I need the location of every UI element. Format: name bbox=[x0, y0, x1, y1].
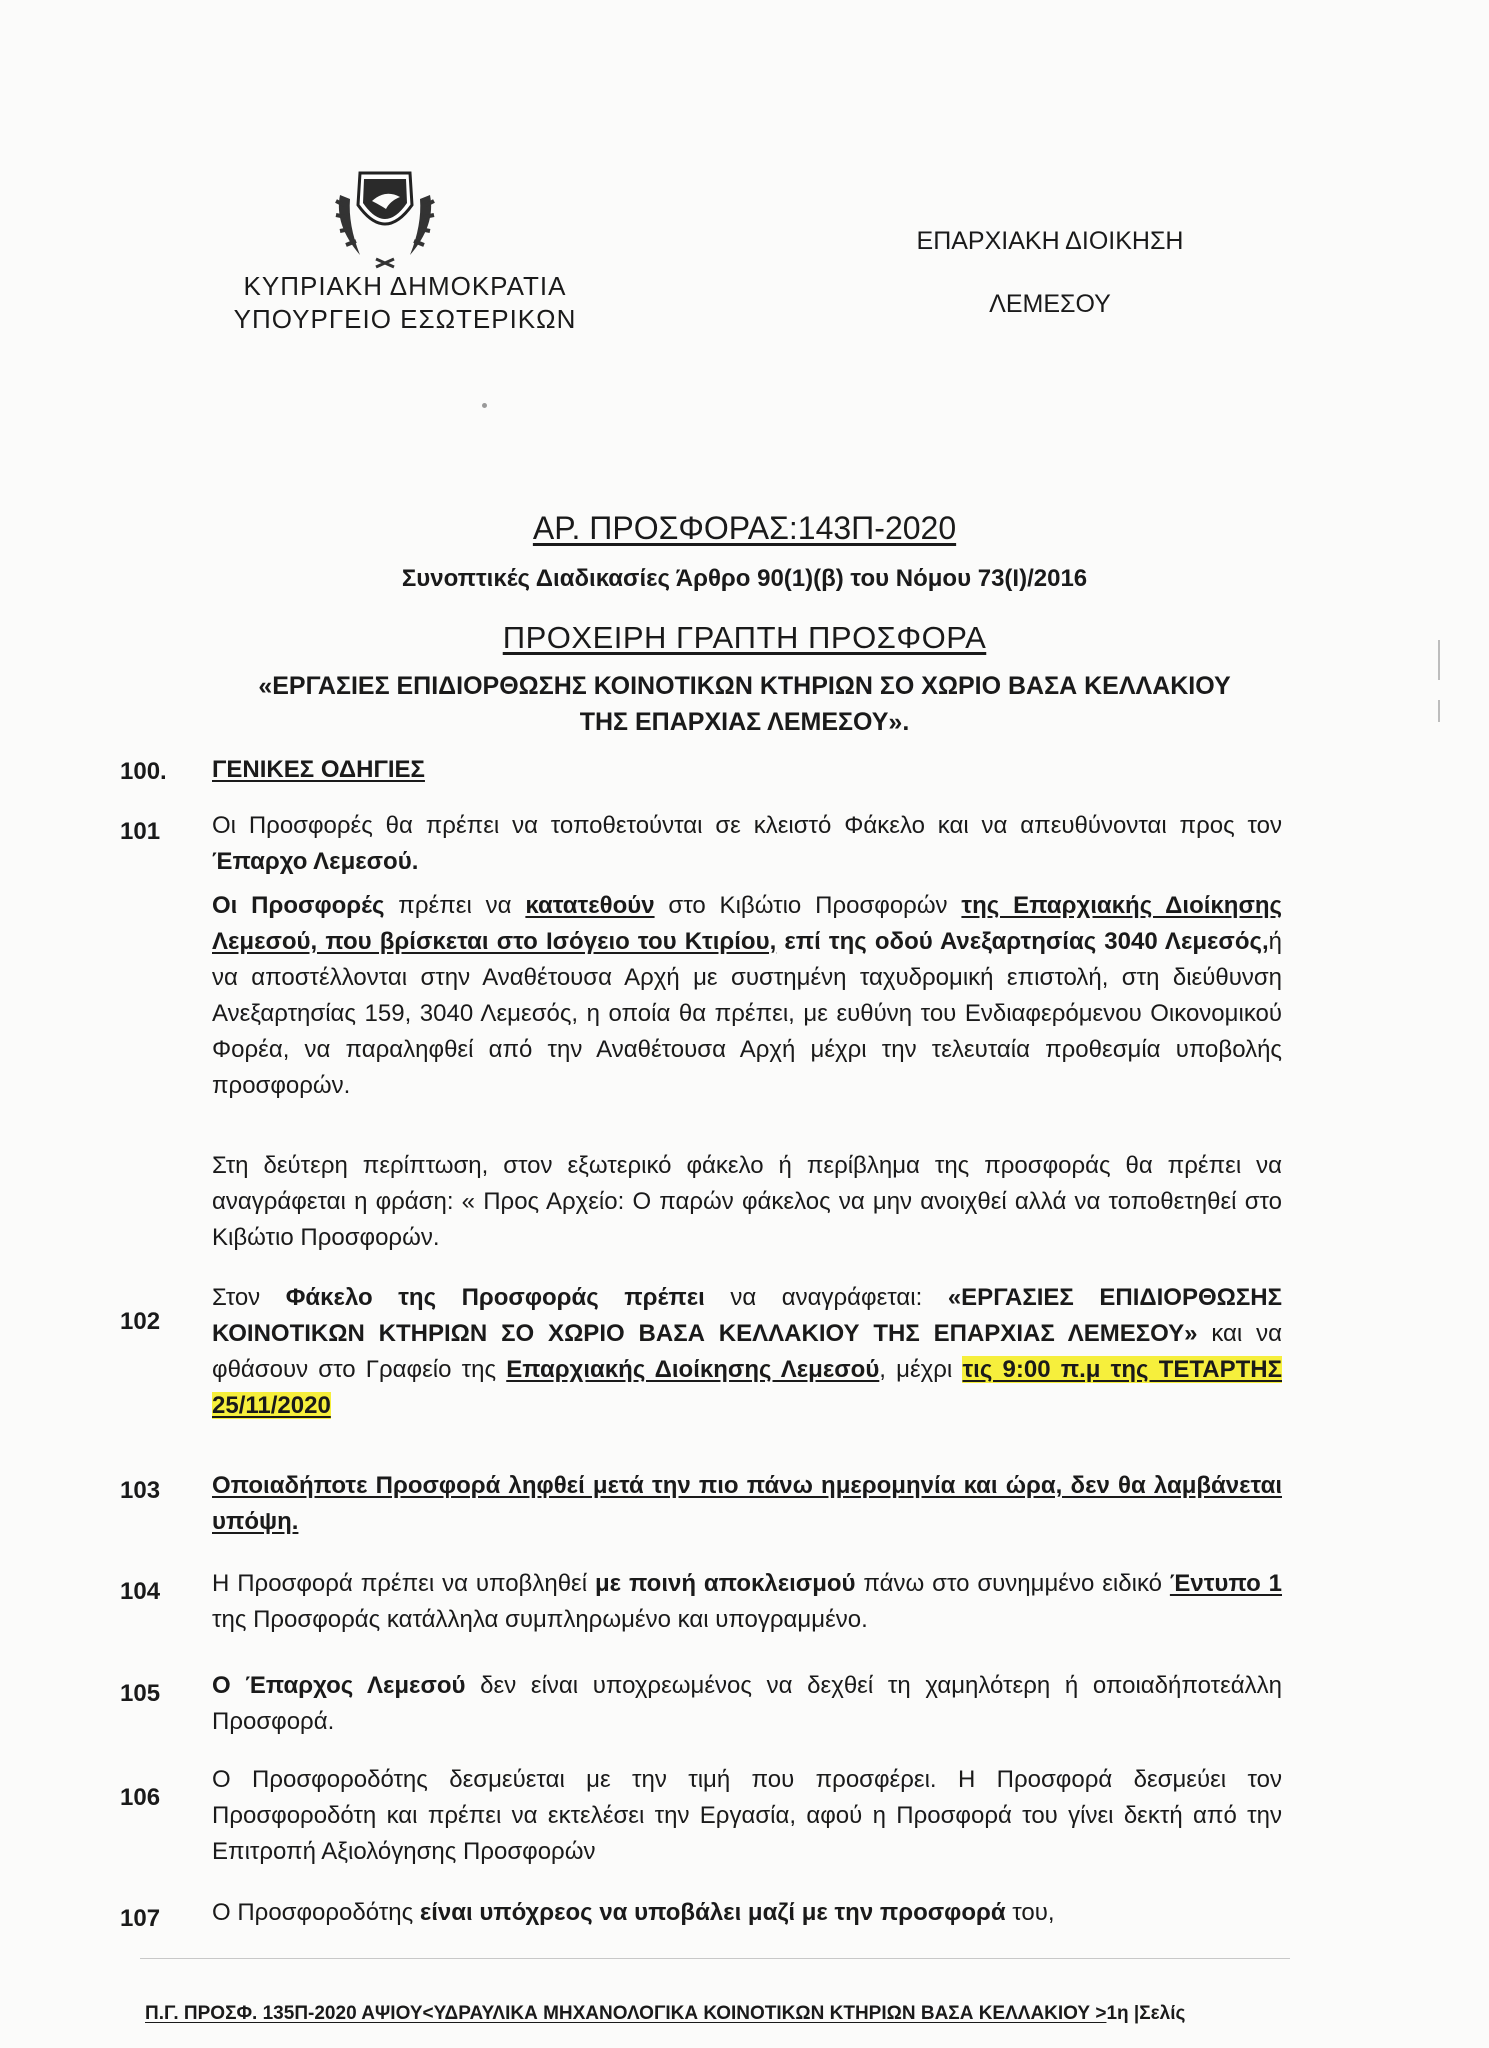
clause-text: πάνω στο συνημμένο ειδικό bbox=[855, 1570, 1170, 1597]
clause-text: Στον bbox=[212, 1284, 286, 1311]
clause-102 bbox=[212, 1280, 1282, 1424]
clause-text: Οι Προσφορές θα πρέπει να τοποθετούνται σε κλειστό Φάκελο και να απευθύνονται προς τον bbox=[212, 812, 1282, 839]
clause-text: του, bbox=[1005, 1899, 1055, 1926]
project-title bbox=[0, 668, 1489, 740]
issuer-ministry: ΥΠΟΥΡΓΕΙΟ ΕΣΩΤΕΡΙΚΩΝ bbox=[233, 304, 577, 334]
district-city: ΛΕΜΕΣΟΥ bbox=[989, 290, 1111, 318]
clause-number: 105 bbox=[120, 1680, 161, 1707]
clause-bold-underlined: Οποιαδήποτε Προσφορά ληφθεί μετά την πιο πάνω ημερομηνία και ώρα, δεν θα λαμβάνεται υπόψη. bbox=[212, 1472, 1282, 1535]
clause-104 bbox=[212, 1566, 1282, 1638]
legal-basis-subtitle: Συνοπτικές Διαδικασίες Άρθρο 90(1)(β) του Νόμου 73(Ι)/2016 bbox=[401, 565, 1088, 592]
page-number: 1η |Σελίς bbox=[1106, 2003, 1186, 2024]
clause-bold-text: Ο Έπαρχος Λεμεσού bbox=[212, 1672, 466, 1699]
section-heading bbox=[212, 752, 1282, 788]
clause-text: Ο Προσφοροδότης bbox=[212, 1899, 420, 1926]
deadline-highlight: τις 9:00 π.μ της ΤΕΤΑΡΤΗΣ 25/11/2020 bbox=[212, 1356, 1282, 1419]
clause-bold-underlined: της Επαρχιακής Διοίκησης Λεμεσού, που βρίσκεται στο Ισόγειο του Κτιρίου, bbox=[212, 892, 1283, 955]
clause-number: 101 bbox=[120, 818, 161, 845]
clause-105 bbox=[212, 1668, 1282, 1740]
section-title: ΓΕΝΙΚΕΣ ΟΔΗΓΙΕΣ bbox=[212, 756, 425, 783]
clause-text: ή να αποστέλλονται στην Αναθέτουσα Αρχή με συστημένη ταχυδρομική επιστολή, στη διεύθυνση Ανεξαρτησίας 159, 3040 Λεμεσός, η οποία θα πρέπει, με ευθύνη του Ενδιαφερόμενου Οικονομικού Φορέα, να παραληφθεί από την Αναθέτουσα Αρχή μέχρι την τελευταία προθεσμία υποβολής προσφορών. bbox=[212, 928, 1282, 1099]
clause-number: 106 bbox=[120, 1784, 161, 1811]
issuer-country: ΚΥΠΡΙΑΚΗ ΔΗΜΟΚΡΑΤΙΑ bbox=[243, 271, 567, 301]
section-number: 100. bbox=[120, 758, 167, 785]
clause-bold-text: είναι υπόχρεος να υποβάλει μαζί με την προσφορά bbox=[419, 1899, 1006, 1926]
clause-text: της Προσφοράς κατάλληλα συμπληρωμένο και υπογραμμένο. bbox=[212, 1606, 868, 1633]
clause-bold-text: Έπαρχο Λεμεσού. bbox=[212, 848, 419, 875]
clause-bold-text: Οι Προσφορές bbox=[212, 892, 385, 919]
clause-number: 103 bbox=[120, 1477, 161, 1504]
document-heading: ΠΡΟΧΕΙΡΗ ΓΡΑΠΤΗ ΠΡΟΣΦΟΡΑ bbox=[502, 620, 987, 655]
clause-bold-text: επί της οδού Ανεξαρτησίας 3040 Λεμεσός, bbox=[776, 928, 1269, 955]
clause-bold-underlined: κατατεθούν bbox=[525, 892, 655, 919]
footer-divider bbox=[140, 1958, 1290, 1959]
page-footer bbox=[145, 2003, 1295, 2025]
footer-reference: Π.Γ. ΠΡΟΣΦ. 135Π-2020 ΑΨΙΟΥ<ΥΔΡΑΥΛΙΚΑ ΜΗΧΑΝΟΛΟΓΙΚΑ ΚΟΙΝΟΤΙΚΩΝ ΚΤΗΡΙΩΝ ΒΑΣΑ ΚΕΛΛΑΚΙΟΥ > bbox=[145, 2003, 1107, 2024]
clause-bold-text: Φάκελο της Προσφοράς πρέπει bbox=[285, 1284, 705, 1311]
clause-text: πρέπει να bbox=[384, 892, 526, 919]
clause-103 bbox=[212, 1468, 1282, 1540]
clause-number: 102 bbox=[120, 1308, 161, 1335]
clause-text: στο Κιβώτιο Προσφορών bbox=[654, 892, 962, 919]
clause-bold-text: «ΕΡΓΑΣΙΕΣ ΕΠΙΔΙΟΡΘΩΣΗΣ ΚΟΙΝΟΤΙΚΩΝ ΚΤΗΡΙΩΝ ΣΟ ΧΩΡΙΟ ΒΑΣΑ ΚΕΛΛΑΚΙΟΥ ΤΗΣ ΕΠΑΡΧΙΑΣ ΛΕΜΕΣΟΥ» bbox=[212, 1284, 1283, 1347]
district-admin: ΕΠΑΡΧΙΑΚΗ ΔΙΟΙΚΗΣΗ bbox=[916, 227, 1184, 255]
clause-number: 107 bbox=[120, 1905, 161, 1932]
project-title-line1: «ΕΡΓΑΣΙΕΣ ΕΠΙΔΙΟΡΘΩΣΗΣ ΚΟΙΝΟΤΙΚΩΝ ΚΤΗΡΙΩΝ ΣΟ ΧΩΡΙΟ ΒΑΣΑ ΚΕΛΛΑΚΙΟΥ bbox=[258, 672, 1231, 700]
scan-edge-mark bbox=[1438, 700, 1440, 722]
clause-text: Η Προσφορά πρέπει να υποβληθεί bbox=[212, 1570, 595, 1597]
clause-text: να αναγράφεται: bbox=[704, 1284, 948, 1311]
district-block bbox=[870, 225, 1230, 321]
clause-bold-underlined: Έντυπο 1 bbox=[1169, 1570, 1282, 1597]
clause-bold-text: με ποινή αποκλεισμού bbox=[594, 1570, 856, 1597]
clause-number: 104 bbox=[120, 1578, 161, 1605]
project-title-line2: ΤΗΣ ΕΠΑΡΧΙΑΣ ΛΕΜΕΣΟΥ». bbox=[579, 708, 910, 736]
clause-text: δεν είναι υποχρεωμένος να δεχθεί τη χαμηλότερη ή οποιαδήποτεάλλη Προσφορά. bbox=[212, 1672, 1282, 1735]
clause-text: και να φθάσουν στο Γραφείο της bbox=[212, 1320, 1282, 1383]
clause-101-p1 bbox=[212, 808, 1282, 880]
clause-101-p3: Στη δεύτερη περίπτωση, στον εξωτερικό φάκελο ή περίβλημα της προσφοράς θα πρέπει να αναγράφεται η φράση: « Προς Αρχείο: Ο παρών φάκελος να μην ανοιχθεί αλλά να τοποθετηθεί στο Κιβώτιο Προσφορών. bbox=[212, 1152, 1282, 1251]
clause-106: Ο Προσφοροδότης δεσμεύεται με την τιμή που προσφέρει. Η Προσφορά δεσμεύει τον Προσφοροδότη και πρέπει να εκτελέσει την Εργασία, αφού η Προσφορά του γίνει δεκτή από την Επιτροπή Αξιολόγησης Προσφορών bbox=[212, 1766, 1282, 1865]
issuer-block bbox=[215, 270, 595, 336]
clause-107 bbox=[212, 1895, 1282, 1931]
clause-bold-underlined: Επαρχιακής Διοίκησης Λεμεσού bbox=[506, 1356, 880, 1383]
tender-number-title: ΑΡ. ΠΡΟΣΦΟΡΑΣ:143Π-2020 bbox=[532, 510, 957, 546]
scan-edge-mark bbox=[1438, 640, 1440, 680]
cyprus-coat-of-arms-icon bbox=[320, 165, 450, 270]
clause-text: , μέχρι bbox=[879, 1356, 963, 1383]
clause-101-p2 bbox=[212, 888, 1282, 1104]
scan-speck bbox=[482, 403, 487, 408]
